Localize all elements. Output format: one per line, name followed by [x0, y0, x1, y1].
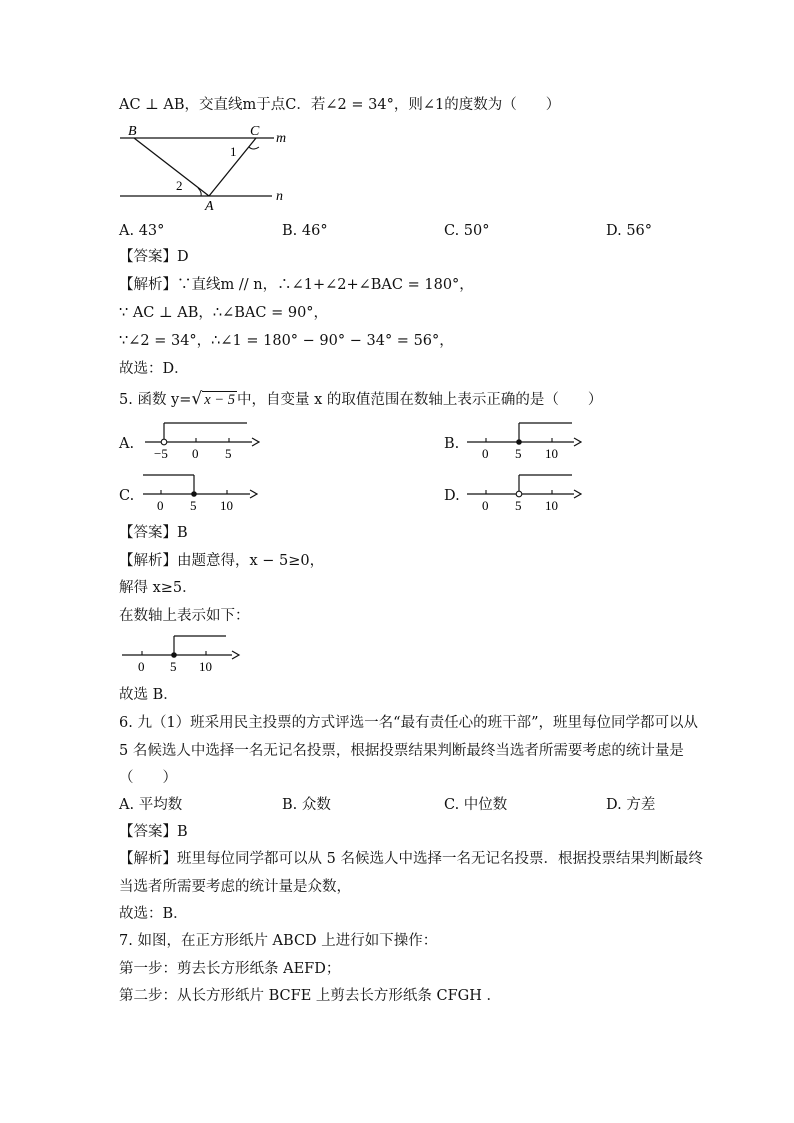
tick-label: 5	[225, 446, 232, 461]
label-m: m	[276, 131, 287, 146]
tick-label: −5	[154, 446, 168, 461]
label-a: A	[205, 199, 214, 214]
tick-label: 0	[482, 498, 489, 513]
tick-label: 10	[545, 498, 558, 513]
q5-stem-suffix: 中，自变量 x 的取值范围在数轴上表示正确的是（ ）	[236, 392, 603, 408]
q5-analysis-line-1: 【解析】由题意得，x − 5≥0，	[119, 553, 325, 569]
tick-label: 10	[545, 446, 558, 461]
label-angle-1: 1	[230, 144, 237, 159]
q6-option-d: D. 方差	[606, 797, 656, 813]
q4-parallel-lines-figure	[112, 120, 302, 215]
q7-line-1: 7. 如图，在正方形纸片 ABCD 上进行如下操作：	[119, 933, 438, 949]
q4-option-a: A. 43°	[119, 223, 165, 239]
q5-conclusion: 故选 B．	[119, 687, 178, 703]
q4-analysis-line-2: ∵ AC ⊥ AB，∴∠BAC = 90°，	[119, 305, 329, 321]
q5-option-b-label: B.	[444, 436, 460, 452]
q6-stem-line-2: 5 名候选人中选择一名无记名投票，根据投票结果判断最终当选者所需要考虑的统计量是	[119, 743, 684, 759]
tick-label: 0	[482, 446, 489, 461]
solid-dot-marker	[171, 652, 177, 658]
tick-label: 10	[199, 659, 212, 674]
solid-dot-marker	[516, 439, 522, 445]
angle-1-arc	[249, 147, 259, 149]
q4-answer: 【答案】D	[119, 249, 189, 265]
label-n: n	[276, 189, 283, 204]
label-c: C	[250, 124, 260, 139]
q6-option-b: B. 众数	[282, 797, 331, 813]
q4-analysis-line-3: ∵∠2 = 34°，∴∠1 = 180° − 90° − 34° = 56°，	[119, 333, 454, 349]
open-circle-marker	[516, 491, 522, 497]
label-angle-2: 2	[176, 178, 183, 193]
q4-analysis-line-4: 故选：D．	[119, 361, 189, 377]
open-circle-marker	[161, 439, 167, 445]
q6-analysis-line-2: 当选者所需要考虑的统计量是众数，	[119, 879, 351, 895]
tick-label: 0	[192, 446, 199, 461]
q5-stem-prefix: 5. 函数 y=	[119, 392, 192, 408]
q6-analysis-line-3: 故选：B．	[119, 906, 188, 922]
q5-option-a-label: A.	[119, 436, 135, 452]
q7-line-2: 第一步：剪去长方形纸条 AEFD；	[119, 961, 341, 977]
q6-option-c: C. 中位数	[444, 797, 508, 813]
q6-stem-line-1: 6. 九（1）班采用民主投票的方式评选一名“最有责任心的班干部”，班里每位同学都可以从	[119, 715, 698, 731]
sqrt-sign: √	[191, 389, 203, 409]
tick-label: 5	[190, 498, 197, 513]
segment-ba	[134, 138, 209, 196]
q4-option-b: B. 46°	[282, 223, 328, 239]
q5-radicand: x − 5	[204, 392, 235, 408]
tick-label: 10	[220, 498, 233, 513]
q6-analysis-line-1: 【解析】班里每位同学都可以从 5 名候选人中选择一名无记名投票．根据投票结果判断最终	[119, 851, 703, 867]
tick-label: 5	[515, 498, 522, 513]
q6-stem-line-3: （ ）	[119, 770, 177, 786]
tick-label: 5	[170, 659, 177, 674]
q4-analysis-line-1: 【解析】∵直线m // n，∴∠1+∠2+∠BAC = 180°，	[119, 277, 474, 293]
solid-dot-marker	[191, 491, 197, 497]
tick-label: 5	[515, 446, 522, 461]
label-b: B	[128, 124, 137, 139]
q5-number-line-b	[462, 418, 582, 468]
q5-analysis-line-2: 解得 x≥5．	[119, 580, 197, 596]
q6-option-a: A. 平均数	[119, 797, 183, 813]
tick-label: 0	[157, 498, 164, 513]
q7-line-3: 第二步：从长方形纸片 BCFE 上剪去长方形纸条 CFGH ．	[119, 988, 501, 1004]
q5-number-line-d	[462, 470, 582, 520]
q5-number-line-c	[138, 470, 258, 520]
q5-answer: 【答案】B	[119, 525, 188, 541]
q5-option-d-label: D.	[444, 488, 460, 504]
q4-stem: AC ⊥ AB，交直线m于点C．若∠2 = 34°，则∠1的度数为（ ）	[119, 97, 561, 113]
q5-solution-number-line	[118, 630, 243, 680]
tick-label: 0	[138, 659, 145, 674]
q4-option-c: C. 50°	[444, 223, 490, 239]
q5-analysis-line-3: 在数轴上表示如下：	[119, 608, 250, 624]
q4-option-d: D. 56°	[606, 223, 653, 239]
q5-stem	[119, 389, 602, 410]
q6-answer: 【答案】B	[119, 824, 188, 840]
q5-option-c-label: C.	[119, 488, 135, 504]
